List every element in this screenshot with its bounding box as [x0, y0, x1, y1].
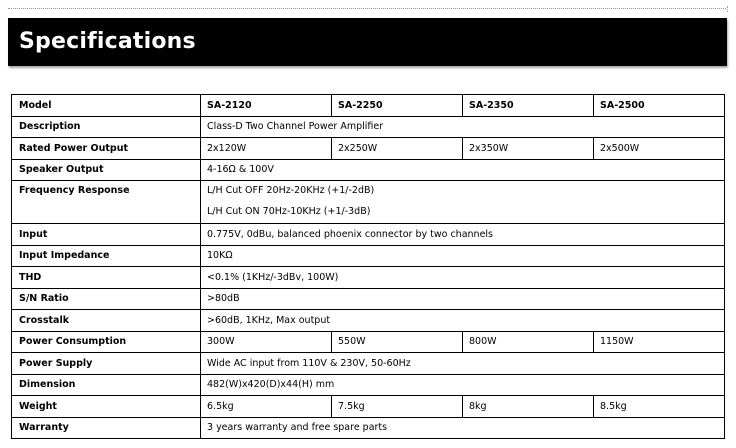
- row-label-description: Description: [12, 116, 201, 138]
- frequency-response-value: [201, 181, 725, 224]
- table-row-crosstalk: [12, 310, 725, 332]
- table-row-description: [12, 116, 725, 138]
- row-label-input: Input: [12, 224, 201, 246]
- power-consumption-sa-2500: 1150W: [594, 331, 725, 353]
- table-row-power-supply: [12, 353, 725, 375]
- row-label-power-supply: Power Supply: [12, 353, 201, 375]
- weight-sa-2350: 8kg: [463, 396, 594, 418]
- sn-ratio-value: >80dB: [201, 288, 725, 310]
- rated-power-sa-2350: 2x350W: [463, 138, 594, 160]
- frequency-response-line-cut-on: L/H Cut ON 70Hz-10KHz (+1/-3dB): [207, 206, 371, 217]
- rated-power-sa-2120: 2x120W: [201, 138, 332, 160]
- table-row-frequency-response: [12, 181, 725, 224]
- row-label-warranty: Warranty: [12, 417, 201, 439]
- description-value: Class-D Two Channel Power Amplifier: [201, 116, 725, 138]
- row-label-weight: Weight: [12, 396, 201, 418]
- rated-power-sa-2250: 2x250W: [332, 138, 463, 160]
- specifications-banner: [8, 18, 727, 66]
- table-row-weight: [12, 396, 725, 418]
- row-label-power-consumption: Power Consumption: [12, 331, 201, 353]
- row-label-dimension: Dimension: [12, 374, 201, 396]
- warranty-value: 3 years warranty and free spare parts: [201, 417, 725, 439]
- model-sa-2500: SA-2500: [594, 95, 725, 117]
- table-header-row: [12, 95, 725, 117]
- input-impedance-value: 10KΩ: [201, 245, 725, 267]
- row-label-frequency-response: [12, 181, 201, 224]
- weight-sa-2120: 6.5kg: [201, 396, 332, 418]
- page-title: Specifications: [19, 29, 196, 54]
- row-label-speaker-output: Speaker Output: [12, 159, 201, 181]
- speaker-output-value: 4-16Ω & 100V: [201, 159, 725, 181]
- model-sa-2250: SA-2250: [332, 95, 463, 117]
- dimension-value: 482(W)x420(D)x44(H) mm: [201, 374, 725, 396]
- weight-sa-2250: 7.5kg: [332, 396, 463, 418]
- frequency-response-line-cut-off: L/H Cut OFF 20Hz-20KHz (+1/-2dB): [207, 185, 375, 196]
- thd-value: <0.1% (1KHz/-3dBv, 100W): [201, 267, 725, 289]
- weight-sa-2500: 8.5kg: [594, 396, 725, 418]
- row-label-sn-ratio: S/N Ratio: [12, 288, 201, 310]
- table-row-thd: [12, 267, 725, 289]
- frequency-response-label: Frequency Response: [19, 185, 130, 196]
- row-label-input-impedance: Input Impedance: [12, 245, 201, 267]
- model-sa-2120: SA-2120: [201, 95, 332, 117]
- corner-dotted-border: [724, 6, 728, 12]
- row-label-model: Model: [12, 95, 201, 117]
- table-row-input: [12, 224, 725, 246]
- row-label-crosstalk: Crosstalk: [12, 310, 201, 332]
- input-value: 0.775V, 0dBu, balanced phoenix connector by two channels: [201, 224, 725, 246]
- table-row-power-consumption: [12, 331, 725, 353]
- table-row-sn-ratio: [12, 288, 725, 310]
- power-consumption-sa-2250: 550W: [332, 331, 463, 353]
- model-sa-2350: SA-2350: [463, 95, 594, 117]
- specifications-table: [11, 94, 725, 439]
- power-supply-value: Wide AC input from 110V & 230V, 50-60Hz: [201, 353, 725, 375]
- top-dotted-border: [8, 8, 726, 9]
- row-label-rated-power: Rated Power Output: [12, 138, 201, 160]
- table-row-dimension: [12, 374, 725, 396]
- table-row-warranty: [12, 417, 725, 439]
- table-row-speaker-output: [12, 159, 725, 181]
- power-consumption-sa-2350: 800W: [463, 331, 594, 353]
- crosstalk-value: >60dB, 1KHz, Max output: [201, 310, 725, 332]
- rated-power-sa-2500: 2x500W: [594, 138, 725, 160]
- table-row-input-impedance: [12, 245, 725, 267]
- table-row-rated-power: [12, 138, 725, 160]
- power-consumption-sa-2120: 300W: [201, 331, 332, 353]
- row-label-thd: THD: [12, 267, 201, 289]
